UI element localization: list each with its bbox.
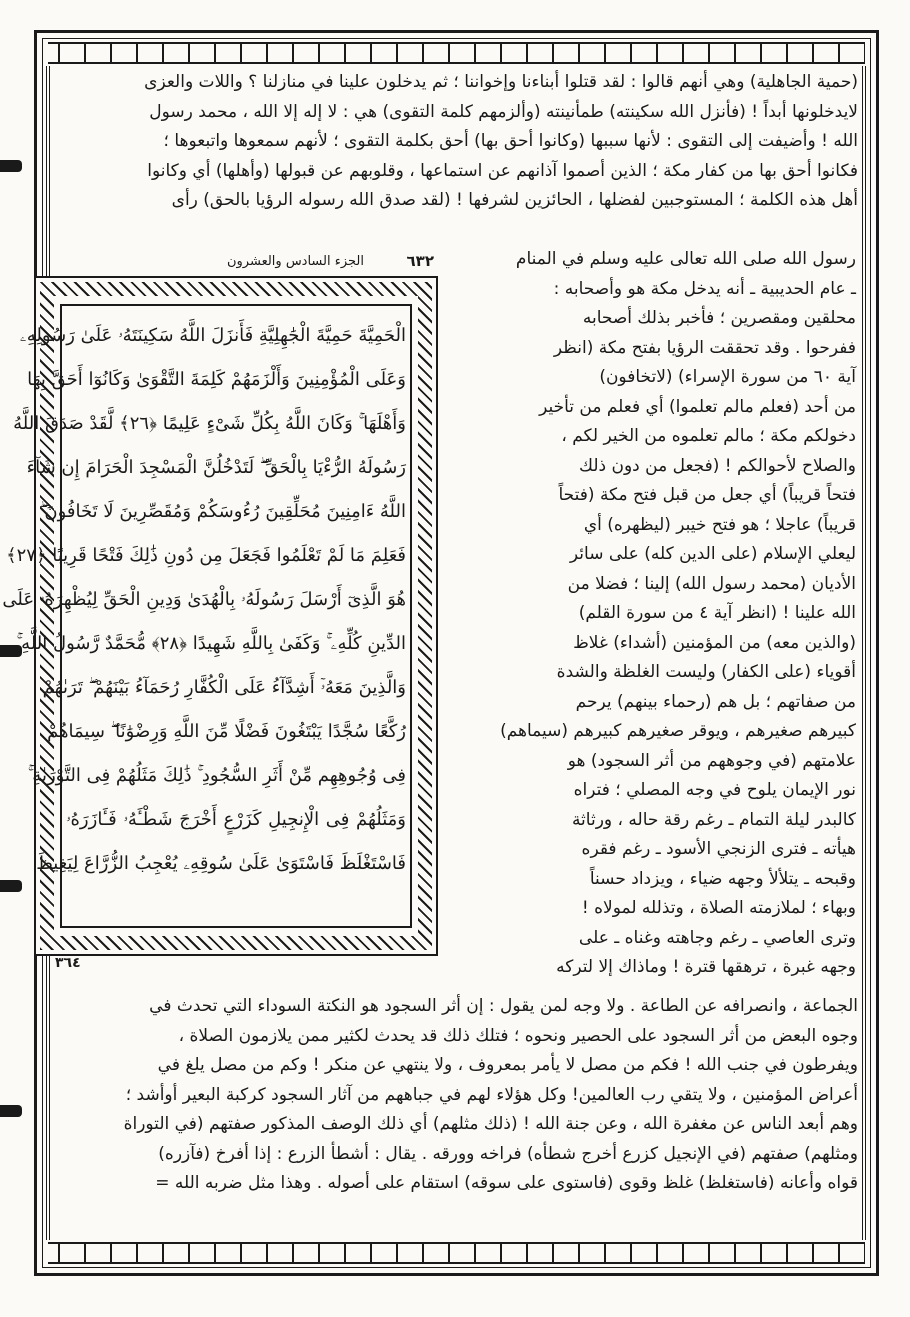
- quran-line: فِى وُجُوهِهِم مِّنْ أَثَرِ السُّجُودِ ۚ ذَٰلِكَ مَثَلُهُمْ فِى التَّوْرَىٰةِ ۚ: [27, 765, 406, 786]
- commentary-line: رسول الله صلى الله تعالى عليه وسلم في المنام: [515, 249, 856, 269]
- commentary-line: من أحد (فعلم مالم تعلموا) أي فعلم من تأخير: [539, 396, 856, 417]
- commentary-line: (والذين معه) من المؤمنين (أشداء) غلاظ: [573, 632, 856, 653]
- commentary-line: فتحاً قريباً) أي جعل من قبل فتح مكة (فتحاً: [558, 485, 856, 505]
- commentary-line: وهم أبعد الناس عن مغفرة الله ، وعن جنة الله ! (ذلك مثلهم) أي ذلك الوصف المذكور صفتهم (في التوراة: [123, 1114, 858, 1134]
- commentary-line: هيأته ـ فترى الزنجي الأسود ـ رغم فقره: [581, 839, 856, 859]
- commentary-line: أهل هذه الكلمة ؛ المستوجبين لفضلها ، الحائزين لشرفها ! (لقد صدق الله رسوله الرؤيا بالحق) رأى: [171, 190, 858, 210]
- commentary-bottom-block: [52, 992, 858, 1199]
- quran-line: وَالَّذِينَ مَعَهُۥٓ أَشِدَّآءُ عَلَى الْكُفَّارِ رُحَمَآءُ بَيْنَهُمْ ۖ تَرَىٰهُمْ: [42, 677, 406, 698]
- commentary-line: آية ٦٠ من سورة الإسراء) (لاتخافون): [599, 367, 856, 387]
- commentary-line: من صفاتهم ؛ بل هم (رحماء بينهم) يرحم: [575, 691, 856, 712]
- commentary-line: الأديان (محمد رسول الله) إلينا ؛ فضلا من: [567, 573, 856, 594]
- commentary-line: (حمية الجاهلية) وهي أنهم قالوا : لقد قتلوا أبناءنا وإخواننا ؛ ثم يدخلون علينا في منازلنا ؟ واللات والعزى: [144, 72, 858, 92]
- commentary-top-block: [52, 68, 858, 216]
- margin-tab-mark: [0, 1105, 22, 1117]
- commentary-line: قريباً) عاجلا ؛ هو فتح خيبر (ليظهره) أي: [583, 514, 856, 535]
- margin-tab-mark: [0, 880, 22, 892]
- quran-line: هُوَ الَّذِىٓ أَرْسَلَ رَسُولَهُۥ بِالْهُدَىٰ وَدِينِ الْحَقِّ لِيُظْهِرَهُۥ عَلَى: [2, 589, 406, 610]
- quran-verses: [2, 314, 406, 886]
- quran-page-header: [170, 252, 434, 274]
- quran-line: رَسُولَهُ الرُّءْيَا بِالْحَقِّ ۖ لَتَدْخُلُنَّ الْمَسْجِدَ الْحَرَامَ إِن شَآءَ: [26, 457, 406, 478]
- bottom-ornament-band: [48, 1242, 865, 1264]
- commentary-line: والصلاح لأحوالكم ! (فجعل من دون ذلك: [579, 455, 856, 476]
- commentary-line: فكانوا أحق بها من كفار مكة ؛ الذين أصموا آذانهم عن استماعها ، وقلوبهم عن قبولها (وأهلها) أي وكانوا: [147, 160, 858, 181]
- page-number: ٦٣٢: [406, 252, 434, 270]
- quran-line: اللَّهُ ءَامِنِينَ مُحَلِّقِينَ رُءُوسَكُمْ وَمُقَصِّرِينَ لَا تَخَافُونَ ۖ: [39, 501, 406, 522]
- commentary-line: ففرحوا . وقد تحققت الرؤيا بفتح مكة (انظر: [553, 337, 856, 358]
- commentary-line: وقبحه ـ يتلألأ وجهه ضياء ، ويزداد حسناً: [589, 868, 856, 889]
- commentary-line: أعراض المؤمنين ، ولا يتقي رب العالمين! وكل هؤلاء لهم في جباههم من آثار السجود كركبة البعير أوأشد ؛: [125, 1084, 858, 1105]
- quran-line: رُكَّعًا سُجَّدًا يَبْتَغُونَ فَضْلًا مِّنَ اللَّهِ وَرِضْوَٰنًا ۖ سِيمَاهُمْ: [47, 721, 406, 742]
- commentary-line: نور الإيمان يلوح في وجه المصلي ؛ فتراه: [573, 780, 856, 800]
- commentary-line: ليعلي الإسلام (على الدين كله) على سائر: [569, 544, 856, 564]
- right-border-strip: [862, 66, 866, 1240]
- commentary-line: ومثلهم) صفتهم (في الإنجيل كزرع أخرج شطأه) فراخه وورقه . يقال : أشطأ الزرع : إذا أفرخ (فآزره): [158, 1143, 858, 1164]
- quran-line: وَأَهْلَهَا ۚ وَكَانَ اللَّهُ بِكُلِّ شَىْءٍ عَلِيمًا ﴿٢٦﴾ لَّقَدْ صَدَقَ اللَّهُ: [13, 413, 406, 434]
- margin-tab-mark: [0, 160, 22, 172]
- commentary-line: الله علينا ! (انظر آية ٤ من سورة القلم): [578, 603, 856, 623]
- commentary-line: ـ عام الحديبية ـ أنه يدخل مكة هو وأصحابه :: [553, 278, 856, 299]
- page-footer-mark: ٣٦٤: [55, 955, 81, 971]
- commentary-line: وجوه البعض من أثر السجود على الحصير ونحوه ؛ فتلك ذلك قد يحدث لكثير ممن يلازمون الصلاة ،: [178, 1025, 858, 1046]
- juz-label: الجزء السادس والعشرون: [226, 254, 364, 269]
- commentary-line: كبيرهم صغيرهم ، ويوقر صغيرهم كبيرهم (سيماهم): [500, 721, 856, 741]
- commentary-line: علامتهم (في وجوههم من أثر السجود) هو: [567, 750, 856, 771]
- commentary-line: كالبدر ليلة التمام ـ رغم رقة حاله ، ورثاثة: [571, 809, 856, 830]
- commentary-line: الجماعة ، وانصرافه عن الطاعة . ولا وجه لمن يقول : إن أثر السجود هو النكتة السوداء التي تحدث في: [149, 996, 858, 1016]
- quran-line: وَعَلَى الْمُؤْمِنِينَ وَأَلْزَمَهُمْ كَلِمَةَ التَّقْوَىٰ وَكَانُوٓا أَحَقَّ بِهَا: [27, 369, 406, 390]
- commentary-line: وجهه غبرة ، ترهقها قترة ! وماذاك إلا لتركه: [556, 957, 856, 977]
- commentary-line: وترى العاصي ـ رغم وجاهته وغناه ـ على: [578, 927, 856, 948]
- quran-text-panel: [2, 276, 438, 956]
- quran-line: الدِّينِ كُلِّهِۦ ۚ وَكَفَىٰ بِاللَّهِ شَهِيدًا ﴿٢٨﴾ مُّحَمَّدٌ رَّسُولُ اللَّهِ ۚ: [16, 633, 406, 654]
- commentary-line: ويفرطون في جنب الله ! فكم من مصل لا يأمر بمعروف ، ولا ينتهي عن منكر ! وكم من مصل يلغ في: [157, 1055, 858, 1075]
- top-ornament-band: [48, 42, 865, 64]
- quran-line: فَاسْتَغْلَظَ فَاسْتَوَىٰ عَلَىٰ سُوقِهِۦ يُعْجِبُ الزُّرَّاعَ لِيَغِيظَ: [36, 853, 406, 874]
- commentary-line: قواه وأعانه (فاستغلظ) غلظ وقوى (فاستوى على سوقه) استقام على أصوله . وهذا مثل ضربه الله =: [155, 1173, 858, 1193]
- commentary-line: محلقين ومقصرين ؛ فأخبر بذلك أصحابه: [582, 308, 856, 328]
- quran-line: فَعَلِمَ مَا لَمْ تَعْلَمُوا فَجَعَلَ مِن دُونِ ذَٰلِكَ فَتْحًا قَرِيبًا ﴿٢٧﴾: [6, 545, 406, 566]
- commentary-line: الله ! وأضيفت إلى التقوى : لأنها سببها (وكانوا أحق بها) أحق بكلمة التقوى ؛ لأنهم سمعوها واتبعوها ؛: [163, 131, 858, 151]
- commentary-right-column: [440, 245, 856, 983]
- commentary-line: وبهاء ؛ لملازمته الصلاة ، وتذلله لمولاه !: [581, 898, 856, 918]
- commentary-line: لايدخلونها أبداً ! (فأنزل الله سكينته) طمأنينته (وألزمهم كلمة التقوى) هي : لا إله إلا الله ، محمد رسول: [149, 101, 858, 122]
- quran-line: وَمَثَلُهُمْ فِى الْإِنجِيلِ كَزَرْعٍ أَخْرَجَ شَطْـَٔهُۥ فَـَٔازَرَهُۥ: [66, 809, 406, 830]
- commentary-line: أقوياء (على الكفار) وليست الغلظة والشدة: [556, 662, 856, 682]
- quran-line: الْحَمِيَّةَ حَمِيَّةَ الْجَٰهِلِيَّةِ فَأَنزَلَ اللَّهُ سَكِينَتَهُۥ عَلَىٰ رَسُولِهِۦ: [19, 325, 406, 346]
- commentary-line: دخولكم مكة ؛ مالم تعلموه من الخير لكم ،: [561, 426, 856, 446]
